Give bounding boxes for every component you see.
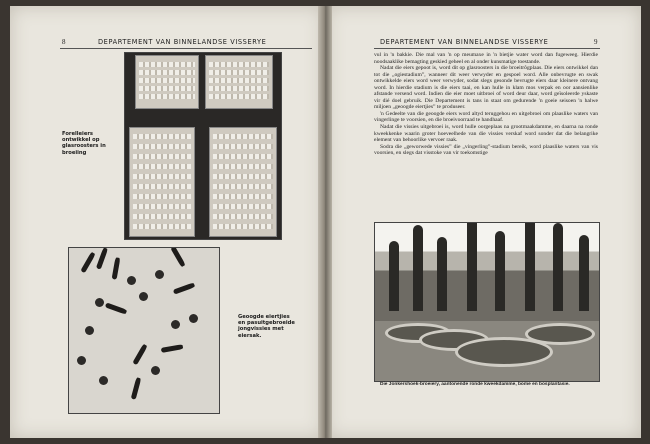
egg [99,376,108,385]
larva [131,377,142,400]
book-gutter [318,6,332,438]
tray-frame [205,55,273,109]
egg [95,298,104,307]
tree [579,235,589,311]
tree [525,222,535,311]
left-running-head: DEPARTEMENT VAN BINNELANDSE VISSERYE [98,38,267,46]
egg [77,356,86,365]
tree [495,231,505,311]
tree [389,241,399,311]
egg [127,276,136,285]
hatching-trays-photo [124,52,282,240]
tray-frame [135,55,199,109]
right-page-number: 9 [594,38,598,46]
body-paragraph: Nadat die vissies uitgebroei is, word hulle oorgeplaas na grootmaakdamme, en daarna na ronde kweekkenke waarin groter hoeveelhede van die vissies verskaf word sonder dat die belangrike element van behoorlike vervoer raak. [374,124,598,144]
larva [161,344,184,353]
hatchery-ponds-photo [374,222,600,382]
right-running-head: DEPARTEMENT VAN BINNELANDSE VISSERYE [380,38,549,46]
eyed-eggs-caption: Geoogde eiertjies en pasuitgebroeide jongvissies met eiersak. [238,314,295,339]
larva [132,344,147,366]
round-pond [525,323,595,345]
tree [437,237,447,311]
egg [171,320,180,329]
tree [413,225,423,311]
larva [96,247,108,269]
egg [85,326,94,335]
hatchery-ponds-caption: Die Jonkershoek-broeiery, aantonende ronde kweekdamme, bome en bosplantasie. [380,382,570,387]
larva [80,252,95,274]
eyed-eggs-photo [68,247,220,414]
egg [139,292,148,301]
left-page-number: 8 [62,38,66,46]
larva [173,282,195,294]
larva [105,302,127,314]
body-text [374,52,598,157]
larva [170,247,185,267]
left-header-rule [60,48,312,49]
body-paragraph: 'n Gedeelte van die geoogde eiers word altyd teruggehou en uitgebroei om plaaslike waters van vingerlinge te voorsien, en die broeivoorraad te handhaaf. [374,110,598,124]
egg [189,314,198,323]
egg [151,366,160,375]
body-paragraph: Sodra die „geworwede vissies” die „vingerling”-stadium bereik, word plaaslike waters van vis voorsien, en slegs dat visstoke van vir toekomstige [374,143,598,157]
right-header-rule [374,48,600,49]
tree [553,223,563,311]
body-paragraph: vul in 'n bakkie. Die mal van 'n op meumaxe in 'n bietjie water word dan fugeweeg. Hierdie noodsaaklike bemagting geskied geheel en al onder kunsmatige toestande. [374,52,598,65]
tray-frame [209,127,277,237]
tray-frame [129,127,195,237]
larva [112,257,121,280]
tree [467,222,477,311]
body-paragraph: Nadat die eiers gepoot is, word dit op glasroosters in die broeitrôgplaas. Die eiers ontwikkel dan tot die „ogiestadium”, wanneer dit weer verwyder en gespoel word. Alle onbevrugte en swak ontwikkelde eiers word weer verwyder, sodat slegs gesonde bevrugte eiers daar kleinere ontvang word. In hierdie stadium is die eiers taai, en kan hulle in klam mos verpak en oor aansienlike afstande versend word. Indien die eier moet uitbroei of word deur daar, word geïsoleerde yskaste vir dié doel gebruik. Die Departement is tans in staat om gedurende 'n goeie seisoen 'n halwe miljoen „geoogde eiertjies” te produseer. [374,65,598,111]
egg [155,270,164,279]
hatching-trays-caption: Forelleiers ontwikkel op glasroosters in broeiing [62,131,106,156]
